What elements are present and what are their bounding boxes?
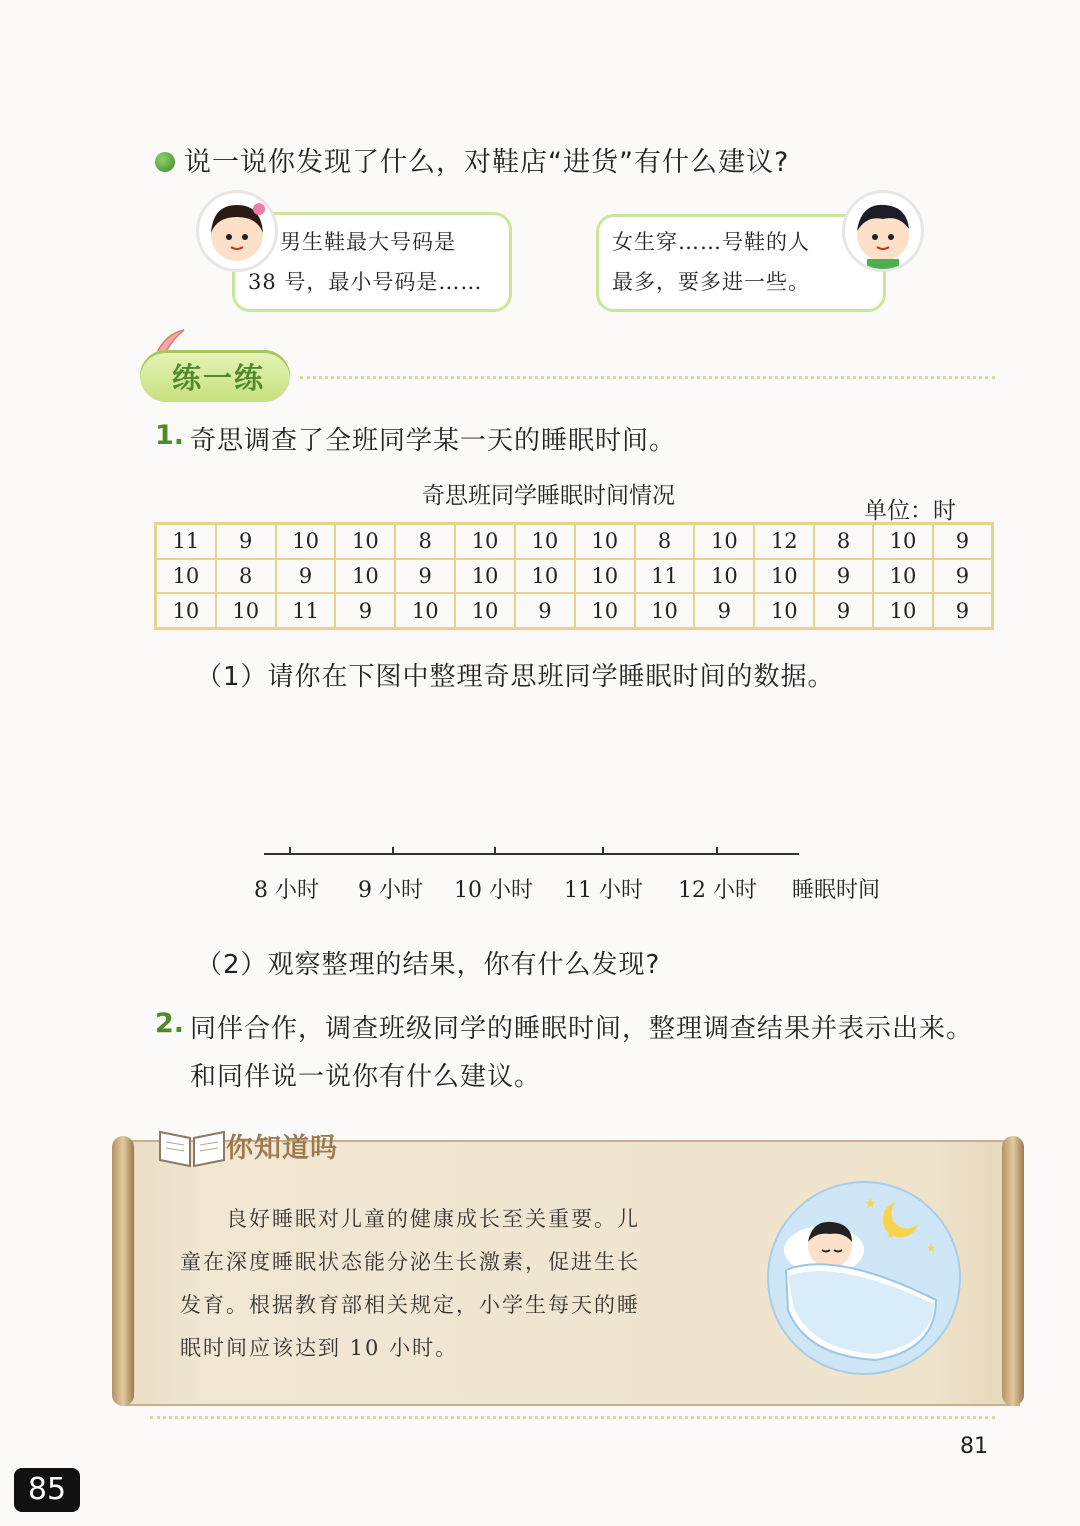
did-you-know-title: 你知道吗 [226,1133,338,1164]
table-cell: 9 [276,559,336,594]
girl-bubble-line1: 男生鞋最大号码是 [280,230,456,254]
boy-face-icon [845,193,921,269]
page-number: 81 [960,1434,988,1459]
axis-label-10: 10 小时 [454,878,533,903]
table-row [156,559,993,594]
table-cell: 9 [814,559,873,594]
table-cell: 9 [814,593,873,628]
question-2-line1: 同伴合作，调查班级同学的睡眠时间，整理调查结果并表示出来。 [190,1014,974,1044]
table-cell: 10 [515,559,575,594]
table-cell: 9 [216,524,276,559]
footer-divider [150,1416,995,1419]
scroll-rod-left [112,1136,134,1406]
section-title: 练一练 [172,361,266,395]
sleep-time-axis [264,853,799,855]
table-cell: 11 [156,524,216,559]
table-cell: 10 [156,559,216,594]
table-cell: 10 [515,524,575,559]
table-cell: 10 [156,593,216,628]
axis-tick [494,847,496,854]
table-cell: 9 [933,593,993,628]
sleeping-child-illustration [766,1180,962,1376]
text-line: 童在深度睡眠状态能分泌生长激素，促进生长 [180,1250,640,1274]
table-cell: 8 [635,524,695,559]
text-line: 发育。根据教育部相关规定，小学生每天的睡 [180,1293,640,1317]
table-cell: 8 [814,524,873,559]
table-title: 奇思班同学睡眠时间情况 [422,483,675,509]
svg-text:★: ★ [886,1230,895,1241]
table-row [156,524,993,559]
table-cell: 10 [694,559,754,594]
question-1-number: 1. [155,420,185,451]
question-1-text: 奇思调查了全班同学某一天的睡眠时间。 [190,426,677,456]
axis-label-11: 11 小时 [564,878,643,903]
table-cell: 10 [395,593,455,628]
table-cell: 10 [575,524,635,559]
axis-tick [289,847,291,854]
table-cell: 9 [395,559,455,594]
table-cell: 10 [873,559,933,594]
table-cell: 9 [515,593,575,628]
table-cell: 9 [933,524,993,559]
axis-label-12: 12 小时 [678,878,757,903]
table-cell: 10 [455,559,515,594]
table-cell: 10 [335,559,395,594]
table-unit: 单位：时 [864,498,956,524]
axis-name: 睡眠时间 [792,878,881,903]
table-cell: 12 [754,524,814,559]
page-badge: 85 [14,1468,80,1512]
table-cell: 9 [933,559,993,594]
table-cell: 8 [216,559,276,594]
table-cell: 10 [335,524,395,559]
scroll-rod-right [1002,1136,1024,1406]
table-cell: 11 [276,593,336,628]
girl-face-icon [199,193,275,269]
table-cell: 8 [395,524,455,559]
table-cell: 10 [754,559,814,594]
boy-bubble-line2: 最多，要多进一些。 [612,270,810,294]
svg-text:★: ★ [926,1241,937,1255]
axis-label-8: 8 小时 [254,878,319,903]
table-cell: 10 [754,593,814,628]
question-1-part-1: （1）请你在下图中整理奇思班同学睡眠时间的数据。 [196,662,835,692]
table-cell: 10 [694,524,754,559]
table-cell: 10 [575,559,635,594]
text-line: 眠时间应该达到 10 小时。 [180,1336,459,1360]
table-cell: 11 [635,559,695,594]
table-cell: 10 [276,524,336,559]
table-cell: 10 [873,524,933,559]
table-cell: 10 [873,593,933,628]
svg-text:★: ★ [864,1196,877,1212]
sleep-data-table [154,522,994,630]
did-you-know-text [180,1198,700,1370]
axis-tick [392,847,394,854]
open-book-icon [156,1118,228,1170]
table-cell: 9 [335,593,395,628]
table-cell: 10 [575,593,635,628]
boy-bubble-line1: 女生穿……号鞋的人 [612,230,810,254]
table-cell: 10 [455,593,515,628]
question-1-part-2: （2）观察整理的结果，你有什么发现? [196,950,661,980]
discussion-prompt: 说一说你发现了什么，对鞋店“进货”有什么建议? [184,147,790,178]
text-line: 良好睡眠对儿童的健康成长至关重要。儿 [180,1207,640,1231]
table-cell: 10 [635,593,695,628]
table-row [156,593,993,628]
table-cell: 10 [216,593,276,628]
table-cell: 9 [694,593,754,628]
bullet-dot-icon [155,152,175,172]
table-cell: 10 [455,524,515,559]
girl-avatar [196,190,278,272]
boy-avatar [842,190,924,272]
axis-tick [716,847,718,854]
question-2-number: 2. [155,1008,185,1039]
axis-label-9: 9 小时 [358,878,423,903]
girl-bubble-line2: 38 号，最小号码是…… [248,270,483,294]
question-2-line2: 和同伴说一说你有什么建议。 [190,1062,542,1092]
section-divider [300,376,995,379]
axis-tick [602,847,604,854]
